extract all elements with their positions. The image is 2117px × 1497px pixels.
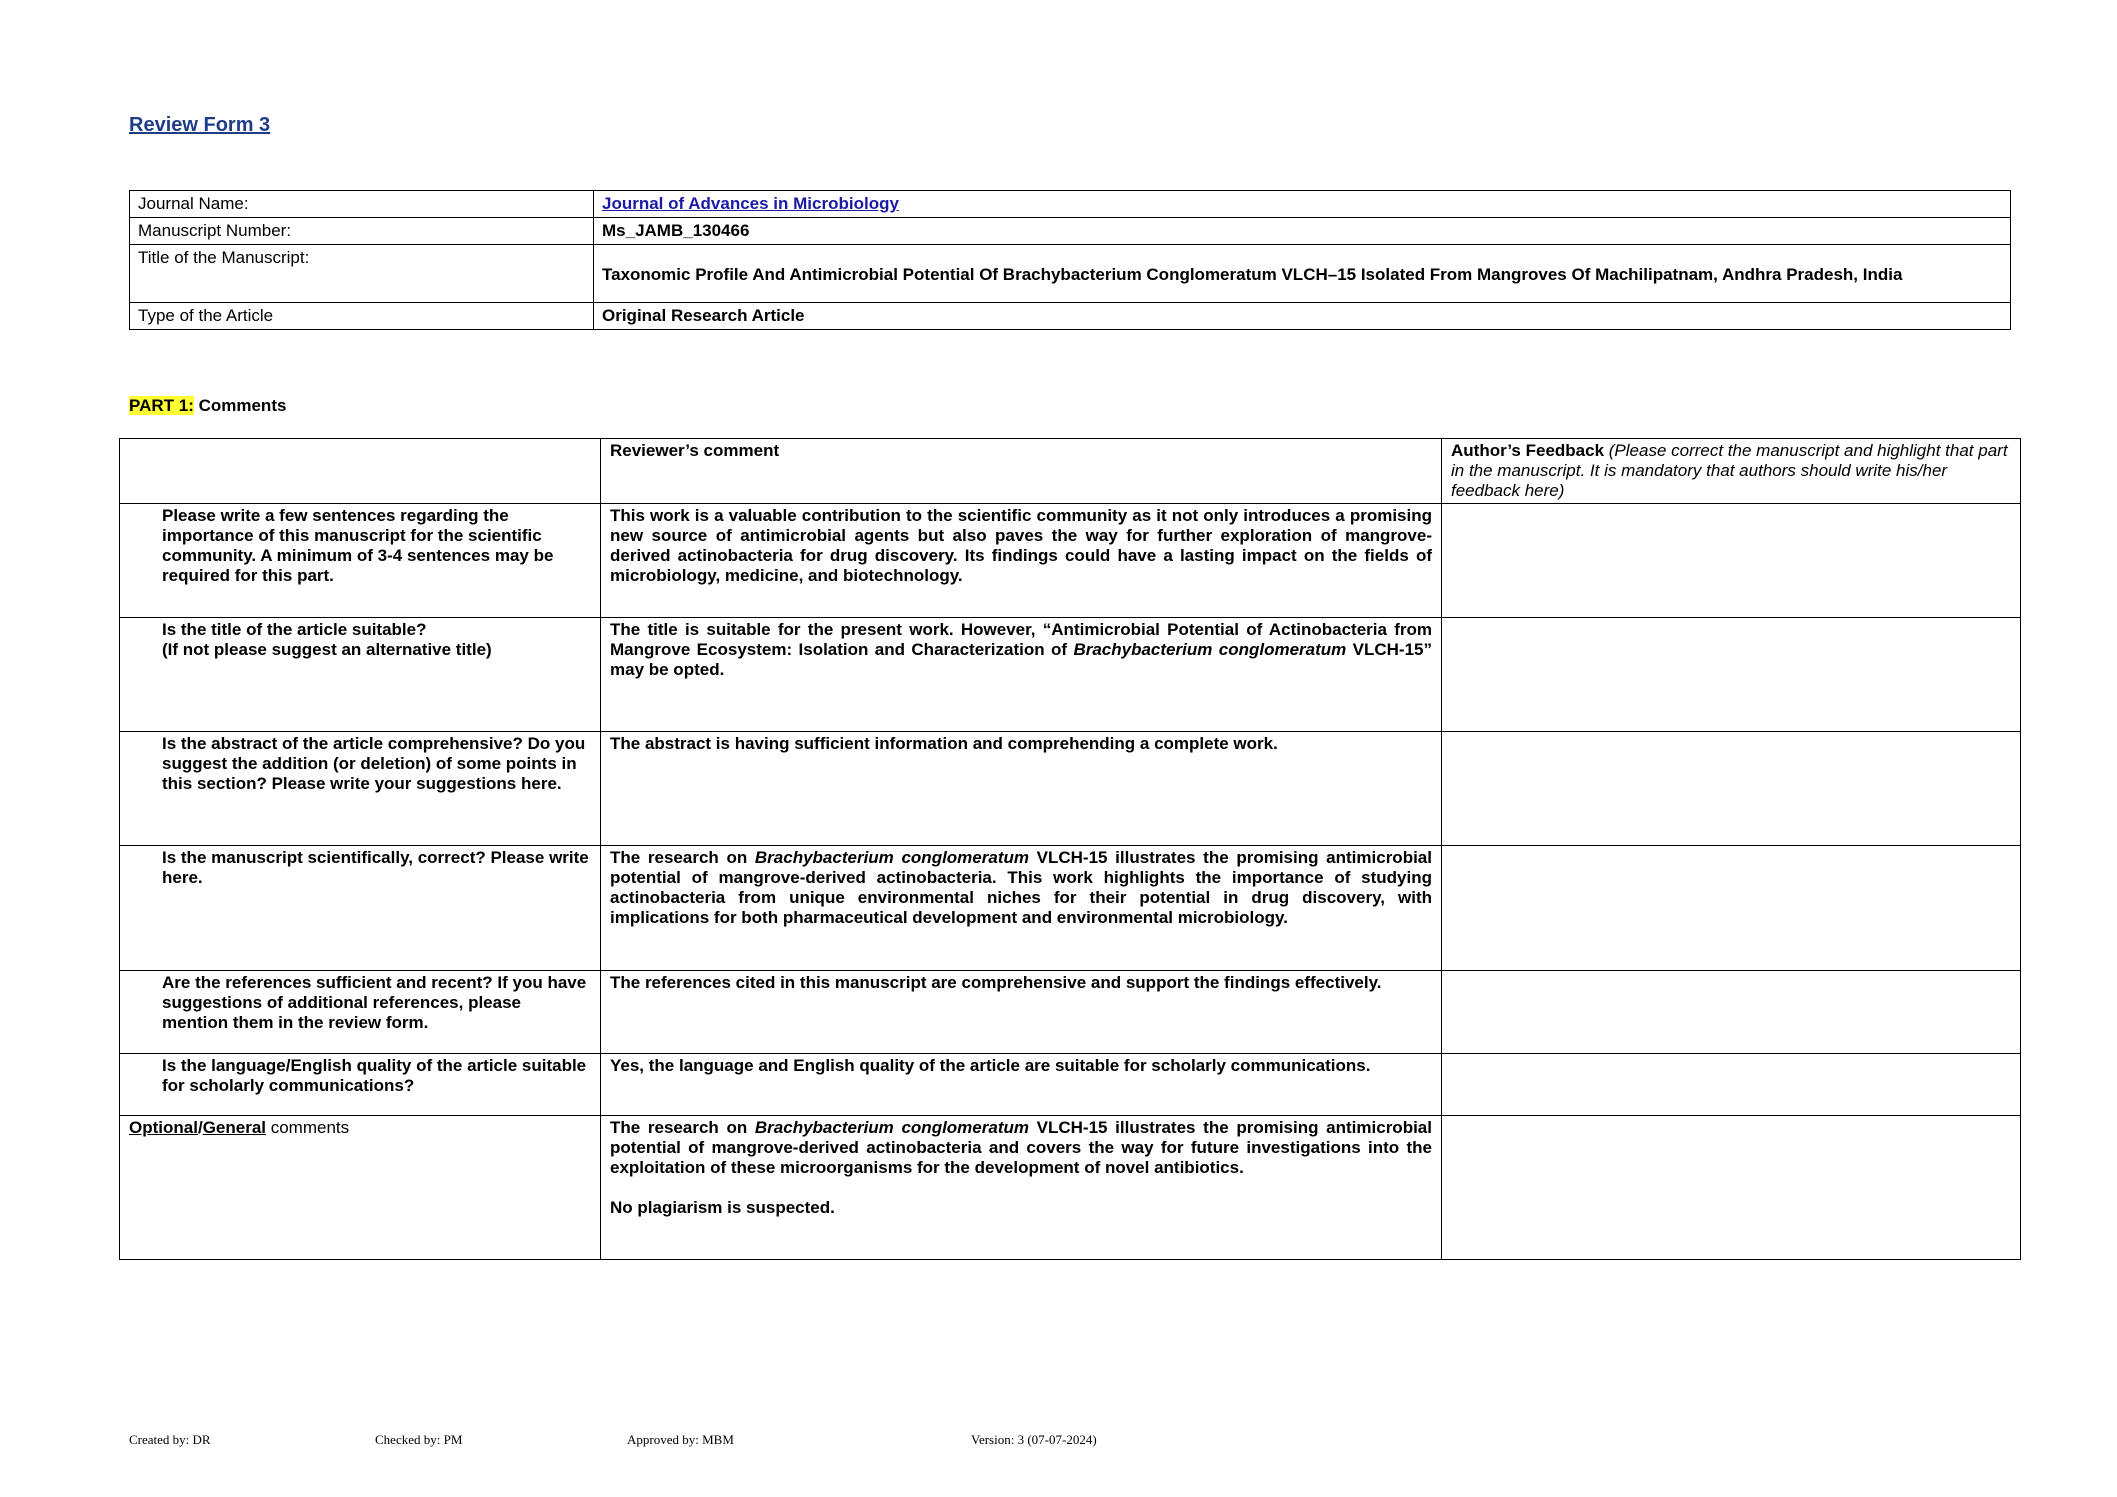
reviewer-comment-importance: This work is a valuable contribution to the scientific community as it not only introduces a promising new source of antimicrobial agents but also paves the way for further exploration of mangrove-derived actinobacteria for drug discovery. Its findings could have a lasting impact on the fields of microbiology, medicine, and biotechnology. [601,504,1442,618]
manuscript-number-row [130,218,2011,245]
comment-title-part2: VLCH-15” may be opted. [610,640,1432,679]
optional-comment-part2: VLCH-15 illustrates the promising antimicrobial potential of mangrove-derived actinobacteria and covers the way for future investigations into the exploitation of these microorganisms for the development of novel antibiotics. [610,1118,1432,1177]
table-row [120,971,2021,1054]
author-feedback-instructions: (Please correct the manuscript and highlight that part in the manuscript. It is mandatory that authors should write his/her feedback here) [1451,441,2008,500]
optional-comment-part1: The research on [610,1118,755,1137]
question-title-line2: (If not please suggest an alternative title) [162,640,492,659]
journal-label: Journal Name: [130,191,594,218]
author-feedback-cell[interactable] [1442,971,2021,1054]
comment-title-part1: The title is suitable for the present work. However, “Antimicrobial Potential of Actinobacteria from Mangrove Ecosystem: Isolation and Characterization of [610,620,1432,659]
author-feedback-cell[interactable] [1442,732,2021,846]
question-importance: Please write a few sentences regarding the importance of this manuscript for the scientific community. A minimum of 3-4 sentences may be required for this part. [120,504,601,618]
reviewer-comment-references: The references cited in this manuscript are comprehensive and support the findings effectively. [601,971,1442,1054]
table-row [120,618,2021,732]
footer-version: Version: 3 (07-07-2024) [971,1432,1097,1447]
part1-label: PART 1: [129,396,194,415]
article-type-label: Type of the Article [130,303,594,330]
footer-checked-by: Checked by: PM [375,1432,463,1447]
author-feedback-cell[interactable] [1442,1054,2021,1116]
author-feedback-cell[interactable] [1442,846,2021,971]
table-row [120,504,2021,618]
table-row [120,1054,2021,1116]
author-feedback-title: Author’s Feedback [1451,441,1605,460]
manuscript-number-value: Ms_JAMB_130466 [594,218,2011,245]
manuscript-title-label: Title of the Manuscript: [130,245,594,303]
footer [0,1432,2117,1452]
question-language: Is the language/English quality of the article suitable for scholarly communications? [120,1054,601,1116]
optional-separator: / [197,1118,203,1137]
question-title [120,618,601,732]
author-feedback-cell[interactable] [1442,618,2021,732]
table-row [120,846,2021,971]
general-label: General [202,1118,266,1137]
table-row [120,1116,2021,1260]
header-empty-cell [120,439,601,504]
comments-label: comments [266,1118,350,1137]
reviewer-comment-header: Reviewer’s comment [601,439,1442,504]
reviewer-comment-title [601,618,1442,732]
plagiarism-note: No plagiarism is suspected. [610,1198,835,1217]
comment-scientific-part2: VLCH-15 illustrates the promising antimicrobial potential of mangrove-derived actinobacteria. This work highlights the importance of studying actinobacteria from unique environmental niches for their potential in drug discovery, with implications for both pharmaceutical development and environmental microbiology. [610,848,1432,927]
manuscript-info-table [129,190,2011,330]
author-feedback-header [1442,439,2021,504]
question-title-line1: Is the title of the article suitable? [162,620,427,639]
author-feedback-cell[interactable] [1442,1116,2021,1260]
reviewer-comment-language: Yes, the language and English quality of the article are suitable for scholarly communications. [601,1054,1442,1116]
optional-comment-paragraph [610,1118,1432,1178]
comment-title-species: Brachybacterium conglomeratum [1073,640,1347,659]
optional-general-label [120,1116,601,1260]
journal-row [130,191,2011,218]
comments-header-row [120,439,2021,504]
author-feedback-cell[interactable] [1442,504,2021,618]
comments-table [119,438,2021,1260]
form-title: Review Form 3 [129,114,271,136]
article-type-row [130,303,2011,330]
manuscript-title-value: Taxonomic Profile And Antimicrobial Potential Of Brachybacterium Conglomeratum VLCH–15 Isolated From Mangroves Of Machilipatnam, Andhra Pradesh, India [594,245,2011,303]
question-abstract: Is the abstract of the article comprehensive? Do you suggest the addition (or deletion) of some points in this section? Please write your suggestions here. [120,732,601,846]
reviewer-comment-scientific [601,846,1442,971]
reviewer-comment-optional [601,1116,1442,1260]
reviewer-comment-abstract: The abstract is having sufficient information and comprehending a complete work. [601,732,1442,846]
question-references: Are the references sufficient and recent? If you have suggestions of additional references, please mention them in the review form. [120,971,601,1054]
part1-suffix: Comments [193,396,287,415]
optional-comment-species: Brachybacterium conglomeratum [754,1118,1029,1137]
comment-scientific-species: Brachybacterium conglomeratum [754,848,1029,867]
table-row [120,732,2021,846]
article-type-value: Original Research Article [594,303,2011,330]
question-scientific: Is the manuscript scientifically, correct? Please write here. [120,846,601,971]
part1-heading [129,396,286,416]
footer-approved-by: Approved by: MBM [627,1432,734,1447]
journal-value-cell [594,191,2011,218]
manuscript-number-label: Manuscript Number: [130,218,594,245]
journal-link[interactable]: Journal of Advances in Microbiology [602,194,899,213]
footer-created-by: Created by: DR [129,1432,211,1447]
manuscript-title-row [130,245,2011,303]
optional-label: Optional [129,1118,198,1137]
comment-scientific-part1: The research on [610,848,755,867]
